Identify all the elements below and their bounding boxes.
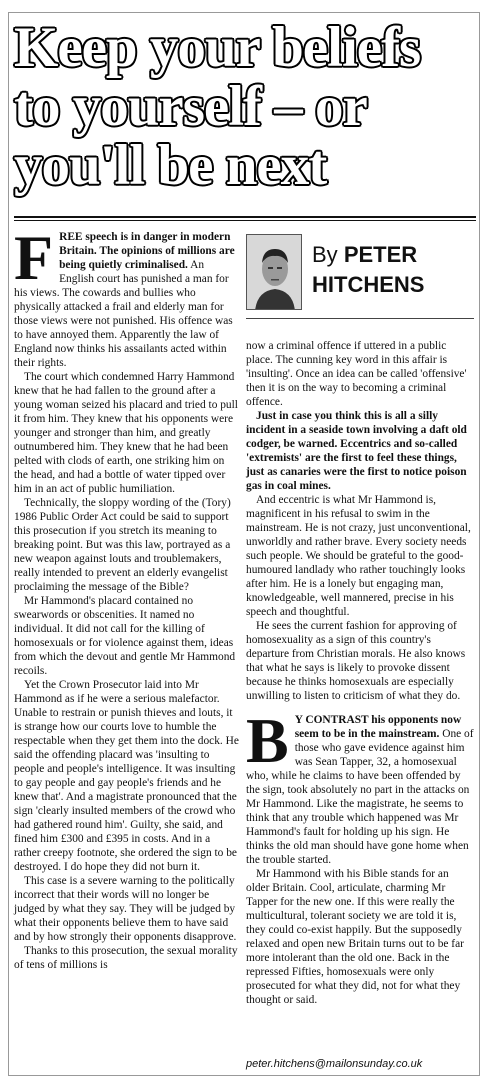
author-first-name: PETER	[343, 242, 418, 267]
paragraph-intro	[14, 222, 239, 370]
paragraph-bold: Just in case you think this is all a silly incident in a seaside town involving a daft old codger, be warned. Eccentrics and so-called 'extremists' are the first to feel these things, just as canaries were the first to notice poison gas in coal mines.	[246, 410, 467, 492]
headline-line-1: Keep your beliefs	[14, 16, 421, 79]
paragraph: And eccentric is what Mr Hammond is, magnificent in his refusal to swim in the mainstream. He is not crazy, just unconventional, unworldly and rather brave. Every society needs such people. We should be grateful to the good-humoured landlady who rather touchingly looks after him. He is a lonely but engaging man, knowledgeable, well mannered, precise in his speech and thoughtful.	[246, 494, 471, 618]
contrast-bold: Y CONTRAST his opponents now seem to be in the mainstream.	[294, 714, 462, 740]
column-left	[14, 222, 239, 972]
headline-line-2: to yourself – or	[14, 75, 367, 138]
paragraph: He sees the current fashion for approving of homosexuality as a sign of this country's departure from Christian morals. He also knows that what he says is likely to provoke dissent because he thinks homosexuals are especially unwilling to listen to criticism of what they do.	[246, 620, 466, 702]
intro-bold: REE speech is in danger in modern Britain. The opinions of millions are being quietly criminalised.	[59, 231, 235, 271]
paragraph: The court which condemned Harry Hammond knew that he had fallen to the ground after a young woman seized his placard and tried to pull it from him. They knew that his opponents were younger and stronger than him, and greatly outnumbered him. They knew that he had been pelted with clods of earth, one striking him on the head, and had a bottle of water tipped over him in an act of public humiliation.	[14, 371, 238, 495]
headline-rule-thin	[14, 220, 476, 221]
paragraph: Technically, the sloppy wording of the (Tory) 1986 Public Order Act could be said to support this prosecution if you stretch its meaning to breaking point. But was this law, portrayed as a new weapon against louts and troublemakers, really intended to prevent an elderly evangelist proclaiming the message of the Bible?	[14, 497, 231, 593]
byline-rule	[246, 318, 474, 319]
headline	[14, 18, 474, 195]
paragraph-contrast	[246, 705, 474, 867]
paragraph: Thanks to this prosecution, the sexual morality of tens of millions is	[14, 945, 238, 971]
column-right	[246, 339, 474, 1007]
paragraph: Mr Hammond with his Bible stands for an older Britain. Cool, articulate, charming Mr Tapper for the new one. If this were really the multicultural, tolerant society we are told it is, they could co-exist happily. But the supposedly relaxed and open new Britain turns out to be far more intolerant than the old one. Back in the repressed Fifties, homosexuals were only prosecuted for what they did, not for what they thought or said.	[246, 868, 464, 1006]
contrast-text: One of those who gave evidence against him was Sean Tapper, 32, a homosexual who, while he claims to have been offended by the sign, took absolutely no part in the attacks on Mr Hammond. Like the magistrate, he seems to think that any trouble which happened was Mr Hammond's fault for holding up his sign. He thinks the old man should have gone home when the trouble started.	[246, 728, 474, 866]
intro-text: An English court has punished a man for his views. The cowards and bullies who physically attacked a frail and elderly man for those views were not punished. His offence was to have annoyed them. Apparently the law of England now thinks his assailants acted within their rights.	[14, 259, 233, 369]
author-photo	[246, 234, 302, 310]
paragraph: Yet the Crown Prosecutor laid into Mr Hammond as if he were a serious malefactor. Unable to restrain or punish thieves and louts, it is strange how our courts love to humble the respectable when they get them into the dock. He said the offending placard was 'insulting to people and people's intelligence. It was insulting to gay people and gay people's friends and he knew that'. And a magistrate pronounced that the sign 'clearly insulted members of the crowd who had gathered round him'. Guilty, she said, and fined him £300 and £395 in costs. And in a rather creepy footnote, she ordered the sign to be destroyed. I do hope they did not burn it.	[14, 679, 239, 873]
paragraph: Mr Hammond's placard contained no swearwords or obscenities. It named no individual. It did not call for the killing of homosexuals or for violence against them, ideas from which the devout and gentle Mr Hammond recoils.	[14, 595, 236, 677]
headline-rule	[14, 216, 476, 218]
author-email[interactable]: peter.hitchens@mailonsunday.co.uk	[246, 1058, 423, 1070]
drop-cap: F	[14, 222, 54, 293]
drop-cap-b: B	[246, 705, 289, 776]
paragraph: This case is a severe warning to the politically incorrect that their words will no longer be judged by what they say. They will be judged by what their opponents believe them to have said and by how strongly their opponents disapprove.	[14, 875, 237, 943]
byline-by: By PETER	[312, 242, 418, 267]
headline-line-3: you'll be next	[14, 134, 327, 197]
byline	[246, 230, 474, 330]
author-last-name: HITCHENS	[312, 272, 425, 297]
paragraph: now a criminal offence if uttered in a public place. The cunning key word in this affair is 'insulting'. Once an idea can be called 'offensive' then it is on the way to becoming a criminal offence.	[246, 340, 467, 408]
